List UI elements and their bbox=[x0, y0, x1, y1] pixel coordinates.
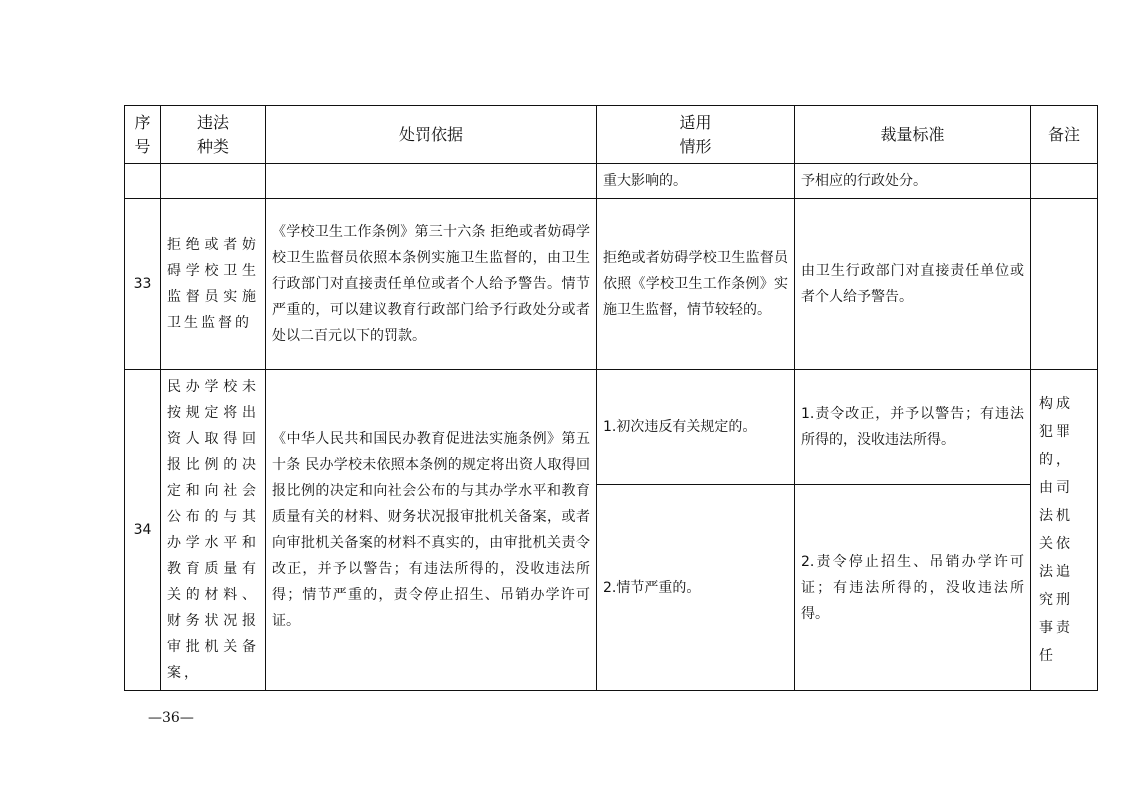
continuation-remarks bbox=[1031, 164, 1098, 199]
page-number: —36— bbox=[148, 710, 194, 726]
header-seq: 序 号 bbox=[125, 106, 161, 164]
table-row-34a bbox=[125, 370, 1098, 485]
continuation-violation bbox=[161, 164, 266, 199]
row33-remarks bbox=[1031, 199, 1098, 370]
row34-standard-2: 2.责令停止招生、吊销办学许可证；有违法所得的，没收违法所得。 bbox=[795, 485, 1031, 691]
header-circumstance: 适用 情形 bbox=[597, 106, 795, 164]
row34-circumstance-2: 2.情节严重的。 bbox=[597, 485, 795, 691]
header-violation: 违法 种类 bbox=[161, 106, 266, 164]
row33-basis: 《学校卫生工作条例》第三十六条 拒绝或者妨碍学校卫生监督员依照本条例实施卫生监督的，由卫生行政部门对直接责任单位或者个人给予警告。情节严重的，可以建议教育行政部门给予行政处分或者处以二百元以下的罚款。 bbox=[266, 199, 597, 370]
continuation-basis bbox=[266, 164, 597, 199]
header-basis: 处罚依据 bbox=[266, 106, 597, 164]
row34-standard-1: 1.责令改正，并予以警告；有违法所得的，没收违法所得。 bbox=[795, 370, 1031, 485]
row34-circumstance-1: 1.初次违反有关规定的。 bbox=[597, 370, 795, 485]
continuation-seq bbox=[125, 164, 161, 199]
penalty-discretion-table bbox=[124, 105, 1098, 691]
row33-standard: 由卫生行政部门对直接责任单位或者个人给予警告。 bbox=[795, 199, 1031, 370]
header-standard: 裁量标准 bbox=[795, 106, 1031, 164]
row34-remarks: 构成犯罪的，由司法机关依法追究刑事责任 bbox=[1031, 370, 1098, 691]
continuation-circumstance: 重大影响的。 bbox=[597, 164, 795, 199]
row33-circumstance: 拒绝或者妨碍学校卫生监督员依照《学校卫生工作条例》实施卫生监督，情节较轻的。 bbox=[597, 199, 795, 370]
continuation-row bbox=[125, 164, 1098, 199]
table-row-33 bbox=[125, 199, 1098, 370]
header-remarks: 备注 bbox=[1031, 106, 1098, 164]
row34-seq: 34 bbox=[125, 370, 161, 691]
row34-basis: 《中华人民共和国民办教育促进法实施条例》第五十条 民办学校未依照本条例的规定将出资人取得回报比例的决定和向社会公布的与其办学水平和教育质量有关的材料、财务状况报审批机关备案，或者向审批机关备案的材料不真实的，由审批机关责令改正，并予以警告；有违法所得的，没收违法所得；情节严重的，责令停止招生、吊销办学许可证。 bbox=[266, 370, 597, 691]
row33-violation: 拒绝或者妨碍学校卫生监督员实施卫生监督的 bbox=[161, 199, 266, 370]
row34-violation: 民办学校未按规定将出资人取得回报比例的决定和向社会公布的与其办学水平和教育质量有关的材料、财务状况报审批机关备案， bbox=[161, 370, 266, 691]
row33-seq: 33 bbox=[125, 199, 161, 370]
continuation-standard: 予相应的行政处分。 bbox=[795, 164, 1031, 199]
header-row bbox=[125, 106, 1098, 164]
